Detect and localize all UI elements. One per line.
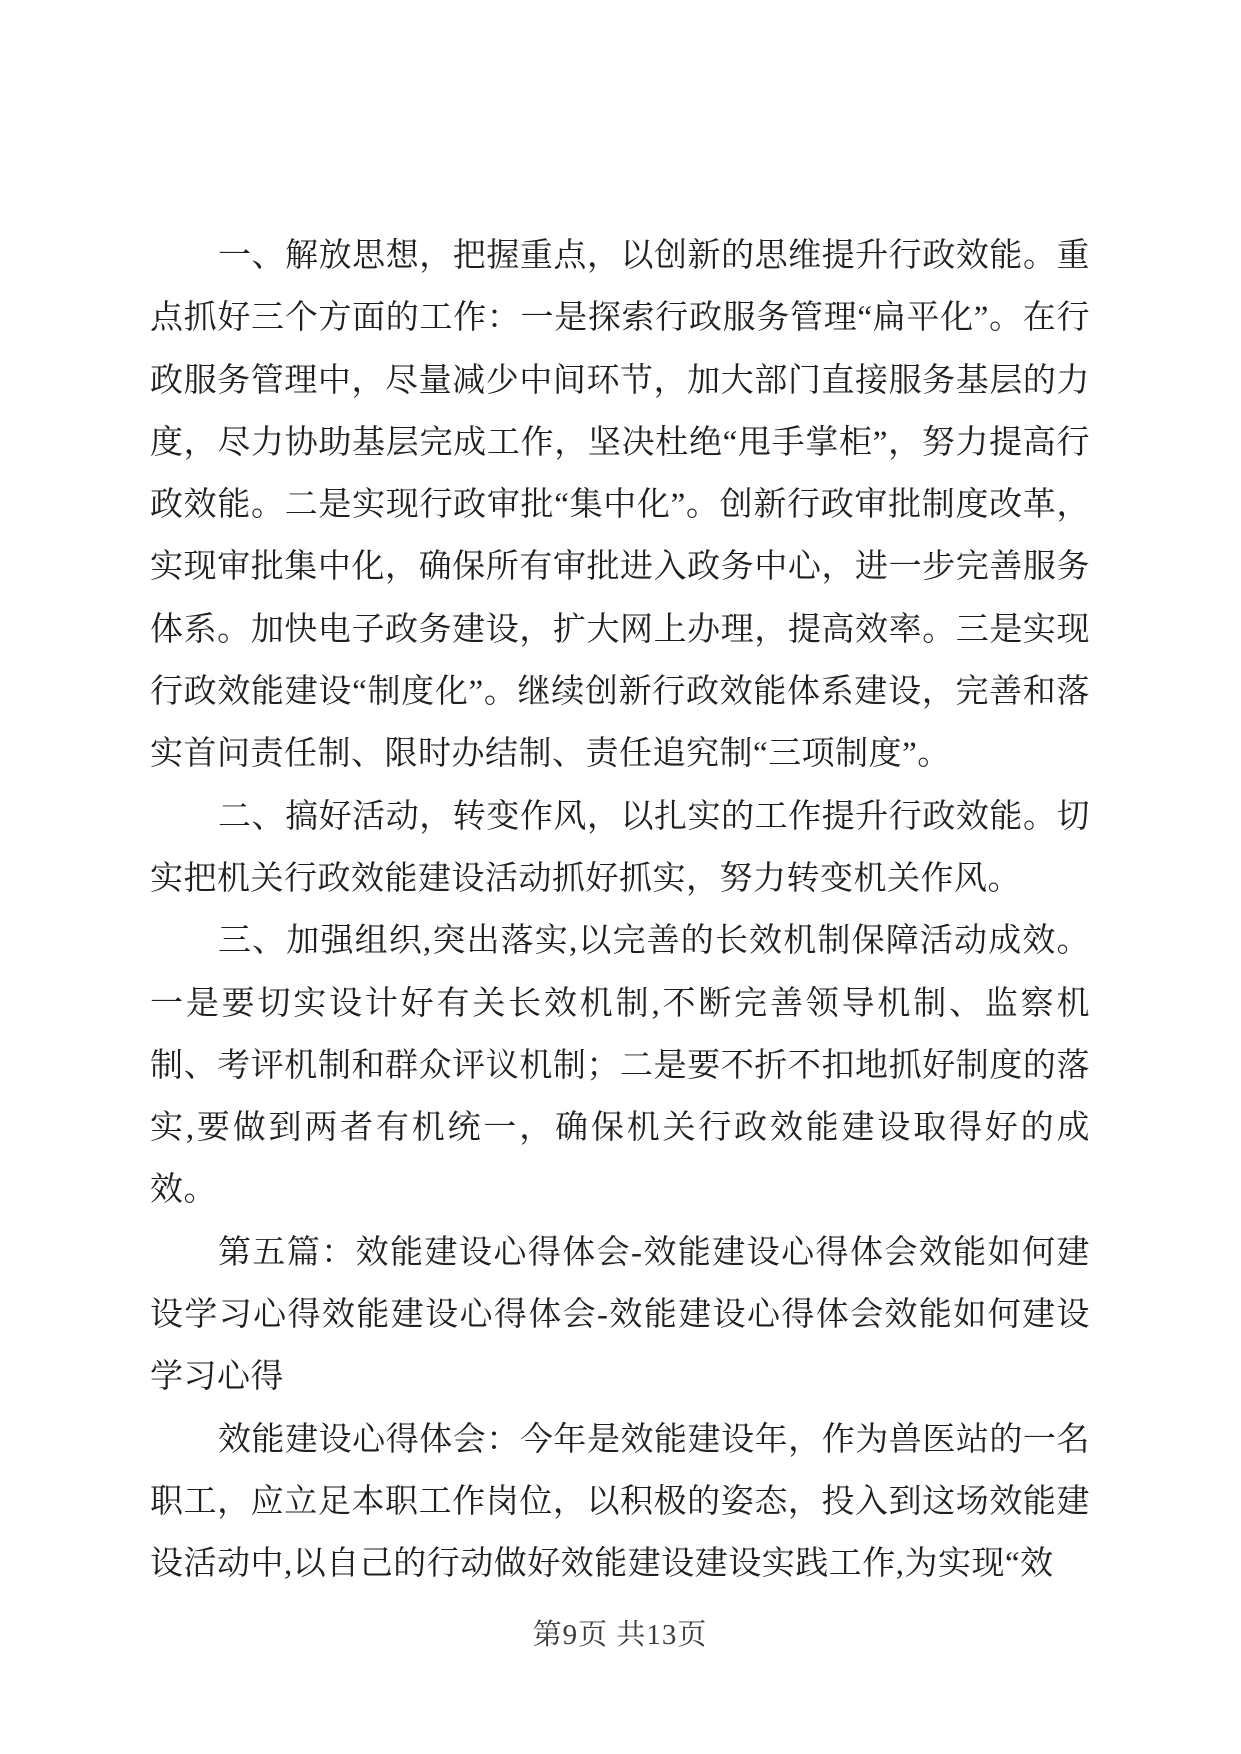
page-number-label: 第9页 共13页 — [532, 1619, 708, 1651]
paragraph-5: 效能建设心得体会：今年是效能建设年，作为兽医站的一名职工，应立足本职工作岗位，以积极的姿态，投入到这场效能建设活动中,以自己的行动做好效能建设建设实践工作,为实现“效 — [150, 1421, 1090, 1583]
paragraph-2: 二、搞好活动，转变作风，以扎实的工作提升行政效能。切实把机关行政效能建设活动抓好抓实，努力转变机关作风。 — [150, 798, 1090, 897]
document-body — [150, 225, 1090, 1596]
paragraph-1: 一、解放思想，把握重点，以创新的思维提升行政效能。重点抓好三个方面的工作：一是探索行政服务管理“扁平化”。在行政服务管理中，尽量减少中间环节，加大部门直接服务基层的力度，尽力协助基层完成工作，坚决杜绝“甩手掌柜”，努力提高行政效能。二是实现行政审批“集中化”。创新行政审批制度改革，实现审批集中化，确保所有审批进入政务中心，进一步完善服务体系。加快电子政务建设，扩大网上办理，提高效率。三是实现行政效能建设“制度化”。继续创新行政效能体系建设，完善和落实首问责任制、限时办结制、责任追究制“三项制度”。 — [150, 238, 1090, 773]
paragraph-3: 三、加强组织,突出落实,以完善的长效机制保障活动成效。一是要切实设计好有关长效机制,不断完善领导机制、监察机制、考评机制和群众评议机制；二是要不折不扣地抓好制度的落实,要做到两者有机统一，确保机关行政效能建设取得好的成效。 — [150, 923, 1090, 1209]
page-footer — [150, 1612, 1090, 1653]
paragraph-4: 第五篇：效能建设心得体会-效能建设心得体会效能如何建设学习心得效能建设心得体会-效能建设心得体会效能如何建设学习心得 — [150, 1234, 1090, 1396]
